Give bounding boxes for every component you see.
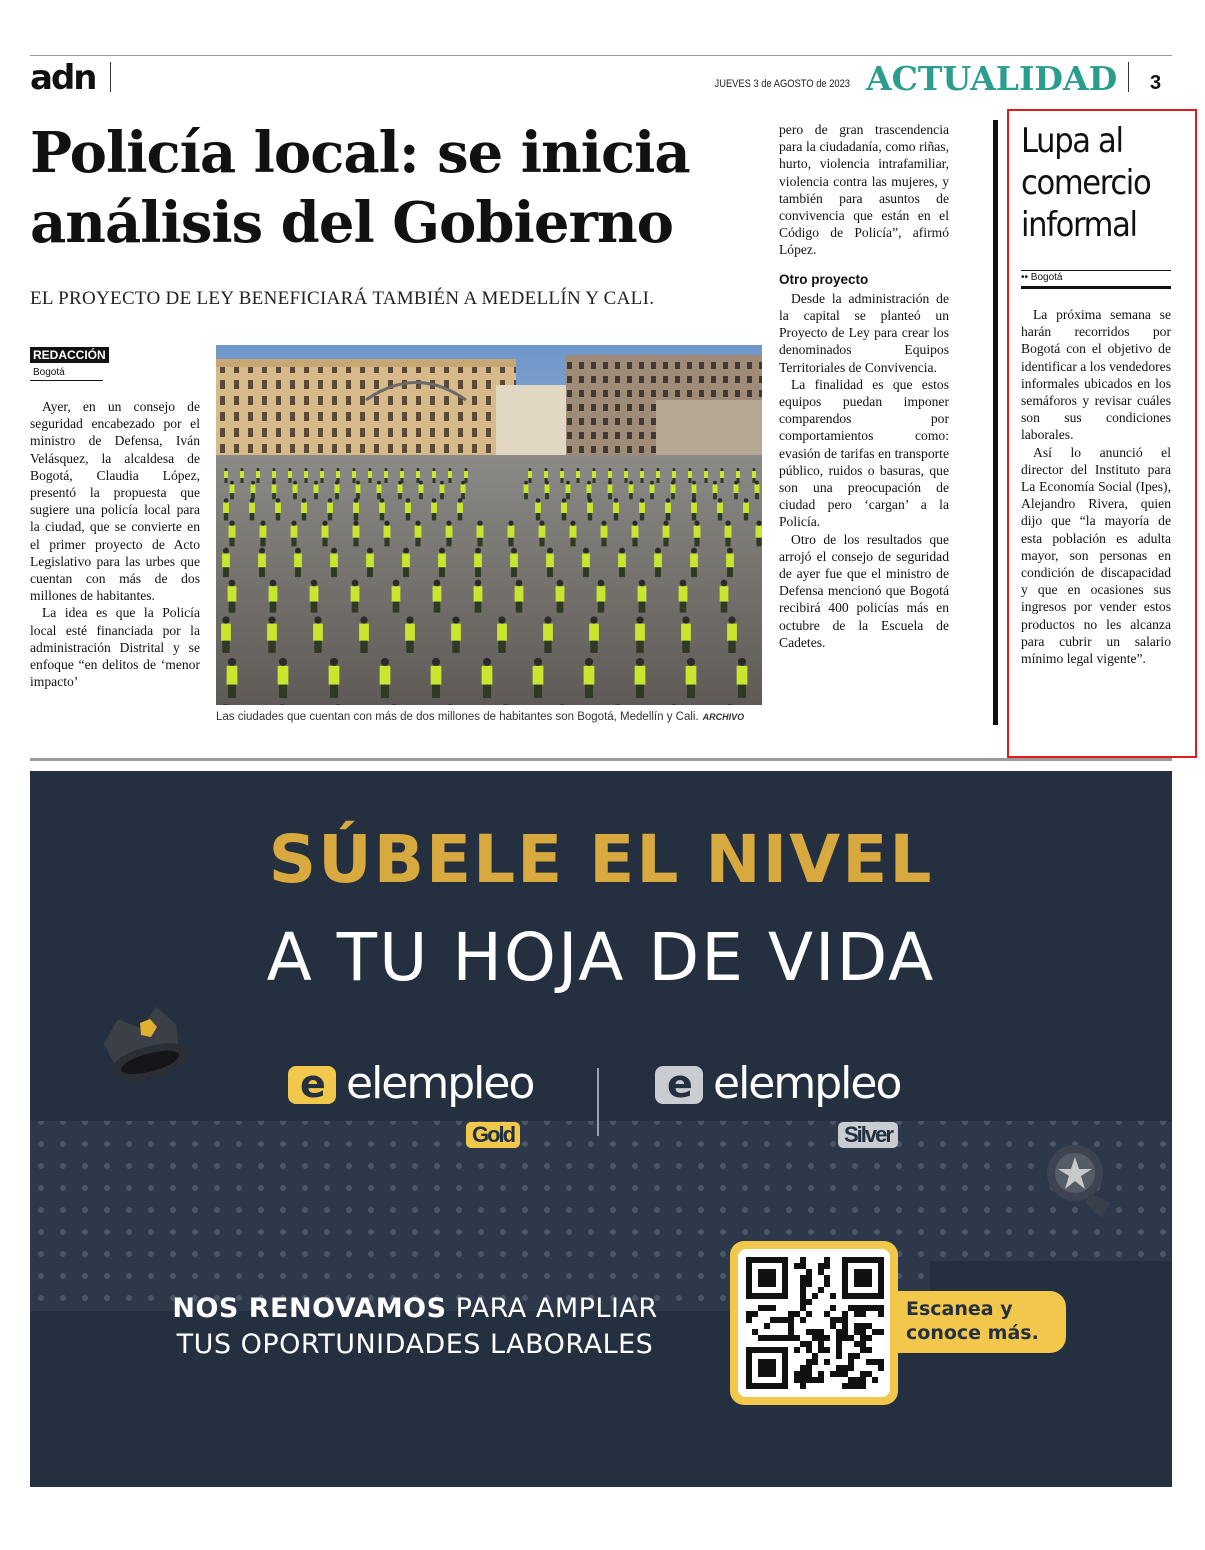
highlight-box bbox=[1007, 109, 1197, 758]
qr-code[interactable] bbox=[738, 1249, 890, 1397]
crown-icon bbox=[95, 993, 195, 1093]
medal-icon bbox=[1030, 1133, 1120, 1223]
brand-name: elempleo bbox=[713, 1058, 901, 1109]
photo-caption bbox=[216, 711, 762, 723]
byline-location: Bogotá bbox=[30, 367, 103, 381]
logo: adn bbox=[30, 58, 96, 98]
paragraph: La próxima semana se harán recorridos por Bogotá con el objetivo de identificar a los vendedores informales ubicados en los semáforos y revisar cuáles son sus condiciones laborales. bbox=[1021, 307, 1171, 443]
brand-name: elempleo bbox=[346, 1058, 534, 1109]
ad-tagline bbox=[125, 1291, 705, 1363]
tier-badge-silver: Silver bbox=[838, 1122, 898, 1148]
elempleo-logo-icon: e bbox=[288, 1066, 336, 1104]
section-name: ACTUALIDAD bbox=[866, 59, 1118, 98]
advertisement[interactable] bbox=[30, 771, 1172, 1487]
article-subhead: EL PROYECTO DE LEY BENEFICIARÁ TAMBIÉN A MEDELLÍN Y CALI. bbox=[30, 288, 655, 309]
paragraph: Otro de los resultados que arrojó el consejo de seguridad de ayer fue que el ministro de Defensa mencionó que Bogotá recibirá 400 policías más en octubre de la Escuela de Cadetes. bbox=[779, 531, 949, 650]
sidebar-title: Lupa al comercio informal bbox=[1021, 121, 1151, 245]
scan-callout: Escanea y conoce más. bbox=[896, 1291, 1066, 1353]
article-subheading: Otro proyecto bbox=[779, 271, 869, 287]
article-column-3 bbox=[779, 121, 949, 651]
paragraph: Ayer, en un consejo de seguridad encabezado por el ministro de Defensa, Iván Velásquez, la alcaldesa de Bogotá, Claudia López, presentó la propuesta que sugiere una policía local para la ciudad, que se convierte en el primer proyecto de Acto Legislativo para las urbes que cuentan con más de dos millones de habitantes. bbox=[30, 399, 200, 604]
paragraph: La idea es que la Policía local esté financiada por la administración Distrital y se enfoque “en delitos de ‘menor impacto’ bbox=[30, 605, 200, 690]
photo-credit: ARCHIVO bbox=[702, 712, 745, 722]
paragraph: Desde la administración de la capital se planteó un Proyecto de Ley para crear los denominados Equipos Territoriales de Convivencia. bbox=[779, 290, 949, 375]
tagline-rest: PARA AMPLIAR bbox=[446, 1293, 658, 1324]
tagline-bold: NOS RENOVAMOS bbox=[172, 1293, 447, 1324]
ad-decorative-band bbox=[30, 1111, 1172, 1311]
caption-text: Las ciudades que cuentan con más de dos millones de habitantes son Bogotá, Medellín y Cali. bbox=[216, 711, 699, 723]
elempleo-logo-icon: e bbox=[655, 1066, 703, 1104]
article-headline: Policía local: se inicia análisis del Gobierno bbox=[30, 120, 690, 256]
paragraph: La finalidad es que estos equipos puedan imponer comparendos por comportamientos como: evasión de tarifas en transporte público, ruidos o basuras, que son una preocupación de ciudad pero ‘cargan’ a la Policía. bbox=[779, 376, 949, 530]
brand-divider bbox=[597, 1068, 599, 1136]
logo-divider bbox=[110, 62, 111, 92]
paragraph: Así lo anunció el director del Instituto para La Economía Social (Ipes), Alejandro Rivera, quien dijo que “la mayoría de esta población es adulta mayor, son personas en condición de discapacidad y que en ocasiones sus ingresos por vender estos productos no les alcanza para cubrir un salario mínimo legal vigente”. bbox=[1021, 444, 1171, 667]
article-column-1 bbox=[30, 398, 200, 690]
tagline-line-2: TUS OPORTUNIDADES LABORALES bbox=[176, 1329, 654, 1360]
ad-headline-1: SÚBELE EL NIVEL bbox=[268, 821, 934, 898]
header-rule bbox=[30, 55, 1172, 56]
sidebar-location: •• Bogotá bbox=[1021, 270, 1171, 289]
sidebar-rule bbox=[993, 120, 998, 725]
qr-code-icon bbox=[738, 1249, 890, 1397]
byline: REDACCIÓN bbox=[30, 347, 109, 363]
paragraph: pero de gran trascendencia para la ciudadanía, como riñas, hurto, violencia intrafamiliar, violencia contra las mujeres, y también para asuntos de convivencia que están en el Código de Policía”, afirmó López. bbox=[779, 122, 949, 258]
section-divider bbox=[1128, 62, 1129, 92]
page-number: 3 bbox=[1150, 72, 1162, 94]
section-divider-rule bbox=[30, 758, 1172, 761]
ad-headline-2: A TU HOJA DE VIDA bbox=[266, 919, 936, 996]
issue-date: JUEVES 3 de AGOSTO de 2023 bbox=[714, 78, 850, 90]
article-photo bbox=[216, 345, 762, 705]
tier-badge-gold: Gold bbox=[466, 1122, 520, 1148]
